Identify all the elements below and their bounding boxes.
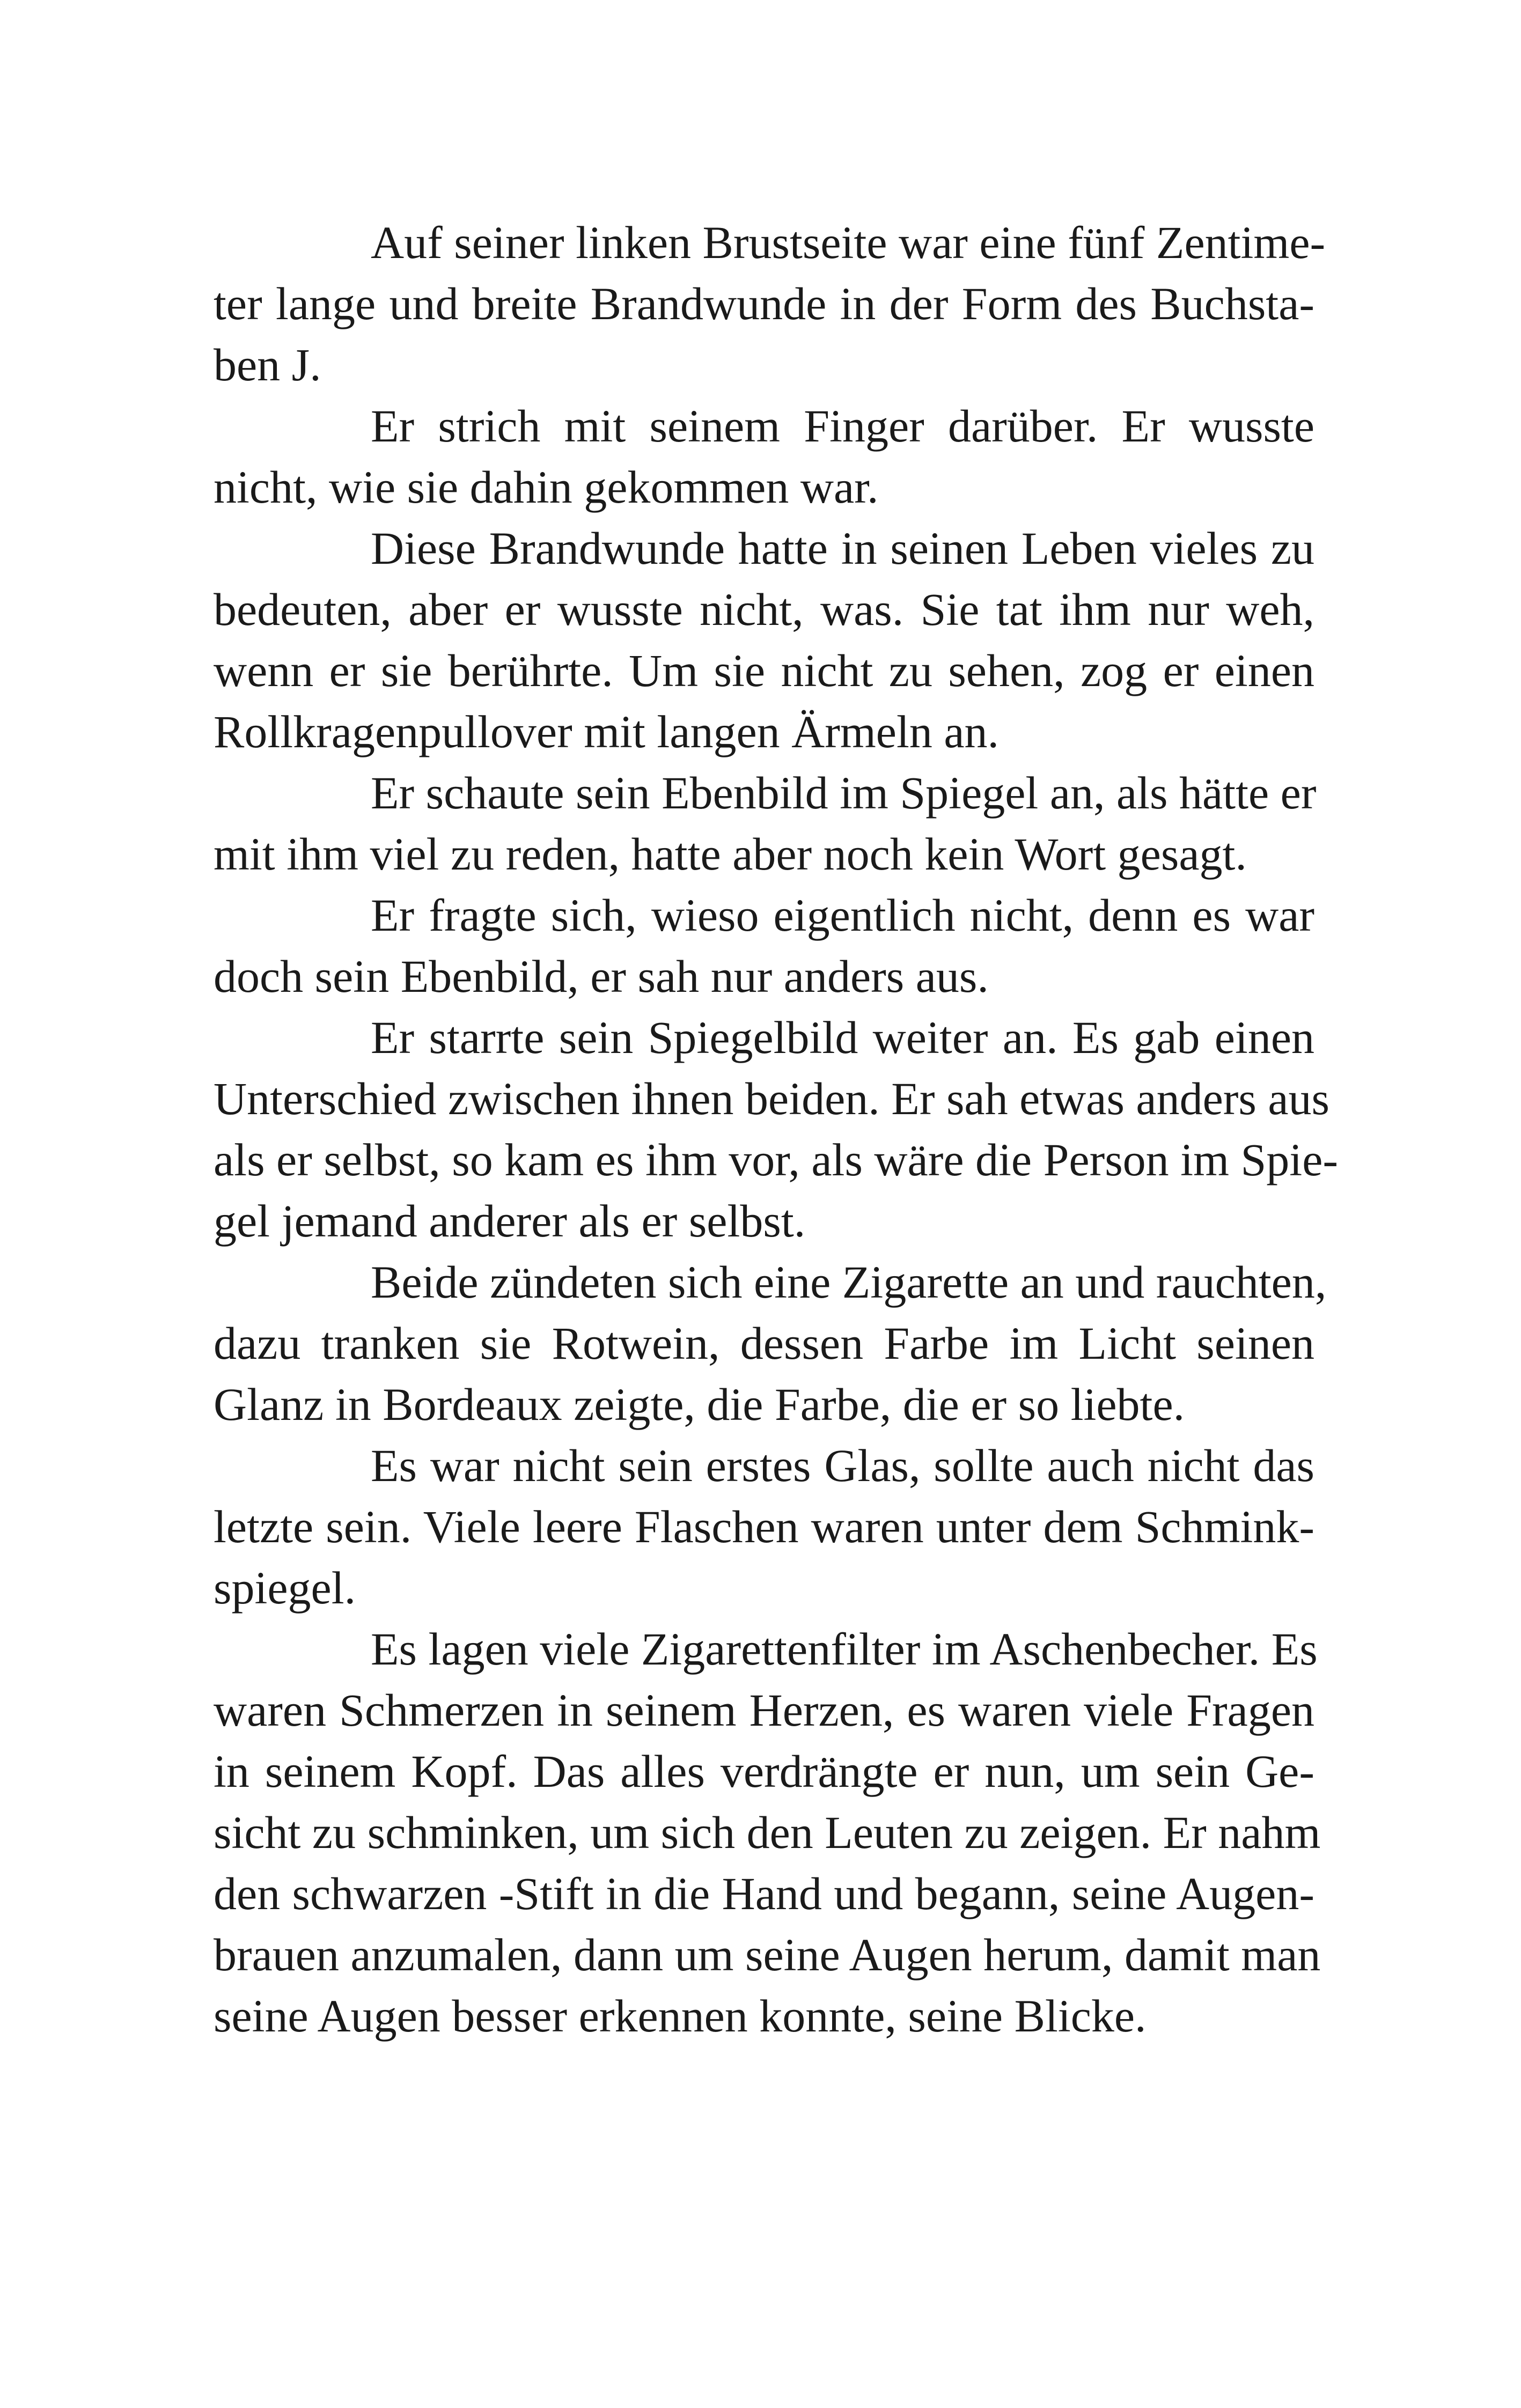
- text-line: Er starrte sein Spiegelbild weiter an. Es gab einen: [371, 1012, 1314, 1063]
- text-line: bedeuten, aber er wusste nicht, was. Sie tat ihm nur weh,: [214, 584, 1314, 635]
- text-line: Beide zündeten sich eine Zigarette an und rauchten,: [371, 1256, 1327, 1308]
- text-line: Es lagen viele Zigarettenfilter im Aschenbecher. Es: [371, 1623, 1318, 1675]
- text-line: Unterschied zwischen ihnen beiden. Er sah etwas anders aus: [214, 1073, 1329, 1124]
- text-line: nicht, wie sie dahin gekommen war.: [214, 461, 879, 513]
- text-line: Auf seiner linken Brustseite war eine fünf Zentime-: [371, 217, 1326, 268]
- text-line: Glanz in Bordeaux zeigte, die Farbe, die er so liebte.: [214, 1379, 1185, 1430]
- text-line: waren Schmerzen in seinem Herzen, es waren viele Fragen: [214, 1684, 1314, 1736]
- text-line: in seinem Kopf. Das alles verdrängte er nun, um sein Ge-: [214, 1746, 1314, 1797]
- text-line: Er schaute sein Ebenbild im Spiegel an, als hätte er: [371, 767, 1317, 819]
- text-line: seine Augen besser erkennen konnte, seine Blicke.: [214, 1990, 1147, 2042]
- text-line: Es war nicht sein erstes Glas, sollte auch nicht das: [371, 1440, 1314, 1491]
- text-line: wenn er sie berührte. Um sie nicht zu sehen, zog er einen: [214, 645, 1314, 696]
- text-line: dazu tranken sie Rotwein, dessen Farbe im Licht seinen: [214, 1317, 1314, 1369]
- text-line: letzte sein. Viele leere Flaschen waren unter dem Schmink-: [214, 1501, 1314, 1552]
- text-line: ter lange und breite Brandwunde in der Form des Buchsta-: [214, 278, 1314, 329]
- body-text: [214, 212, 1338, 2046]
- text-line: Diese Brandwunde hatte in seinen Leben vieles zu: [371, 522, 1314, 574]
- text-line: Er fragte sich, wieso eigentlich nicht, denn es war: [371, 889, 1314, 941]
- text-line: Er strich mit seinem Finger darüber. Er wusste: [371, 400, 1314, 452]
- text-line: spiegel.: [214, 1562, 356, 1614]
- text-line: mit ihm viel zu reden, hatte aber noch kein Wort gesagt.: [214, 828, 1247, 880]
- text-line: den schwarzen -Stift in die Hand und begann, seine Augen-: [214, 1868, 1314, 1919]
- text-line: brauen anzumalen, dann um seine Augen herum, damit man: [214, 1929, 1321, 1980]
- text-line: gel jemand anderer als er selbst.: [214, 1195, 806, 1247]
- text-line: als er selbst, so kam es ihm vor, als wäre die Person im Spie-: [214, 1134, 1338, 1185]
- text-line: doch sein Ebenbild, er sah nur anders aus.: [214, 951, 989, 1002]
- text-line: ben J.: [214, 339, 321, 391]
- text-line: sicht zu schminken, um sich den Leuten zu zeigen. Er nahm: [214, 1807, 1321, 1858]
- text-line: Rollkragenpullover mit langen Ärmeln an.: [214, 706, 1000, 757]
